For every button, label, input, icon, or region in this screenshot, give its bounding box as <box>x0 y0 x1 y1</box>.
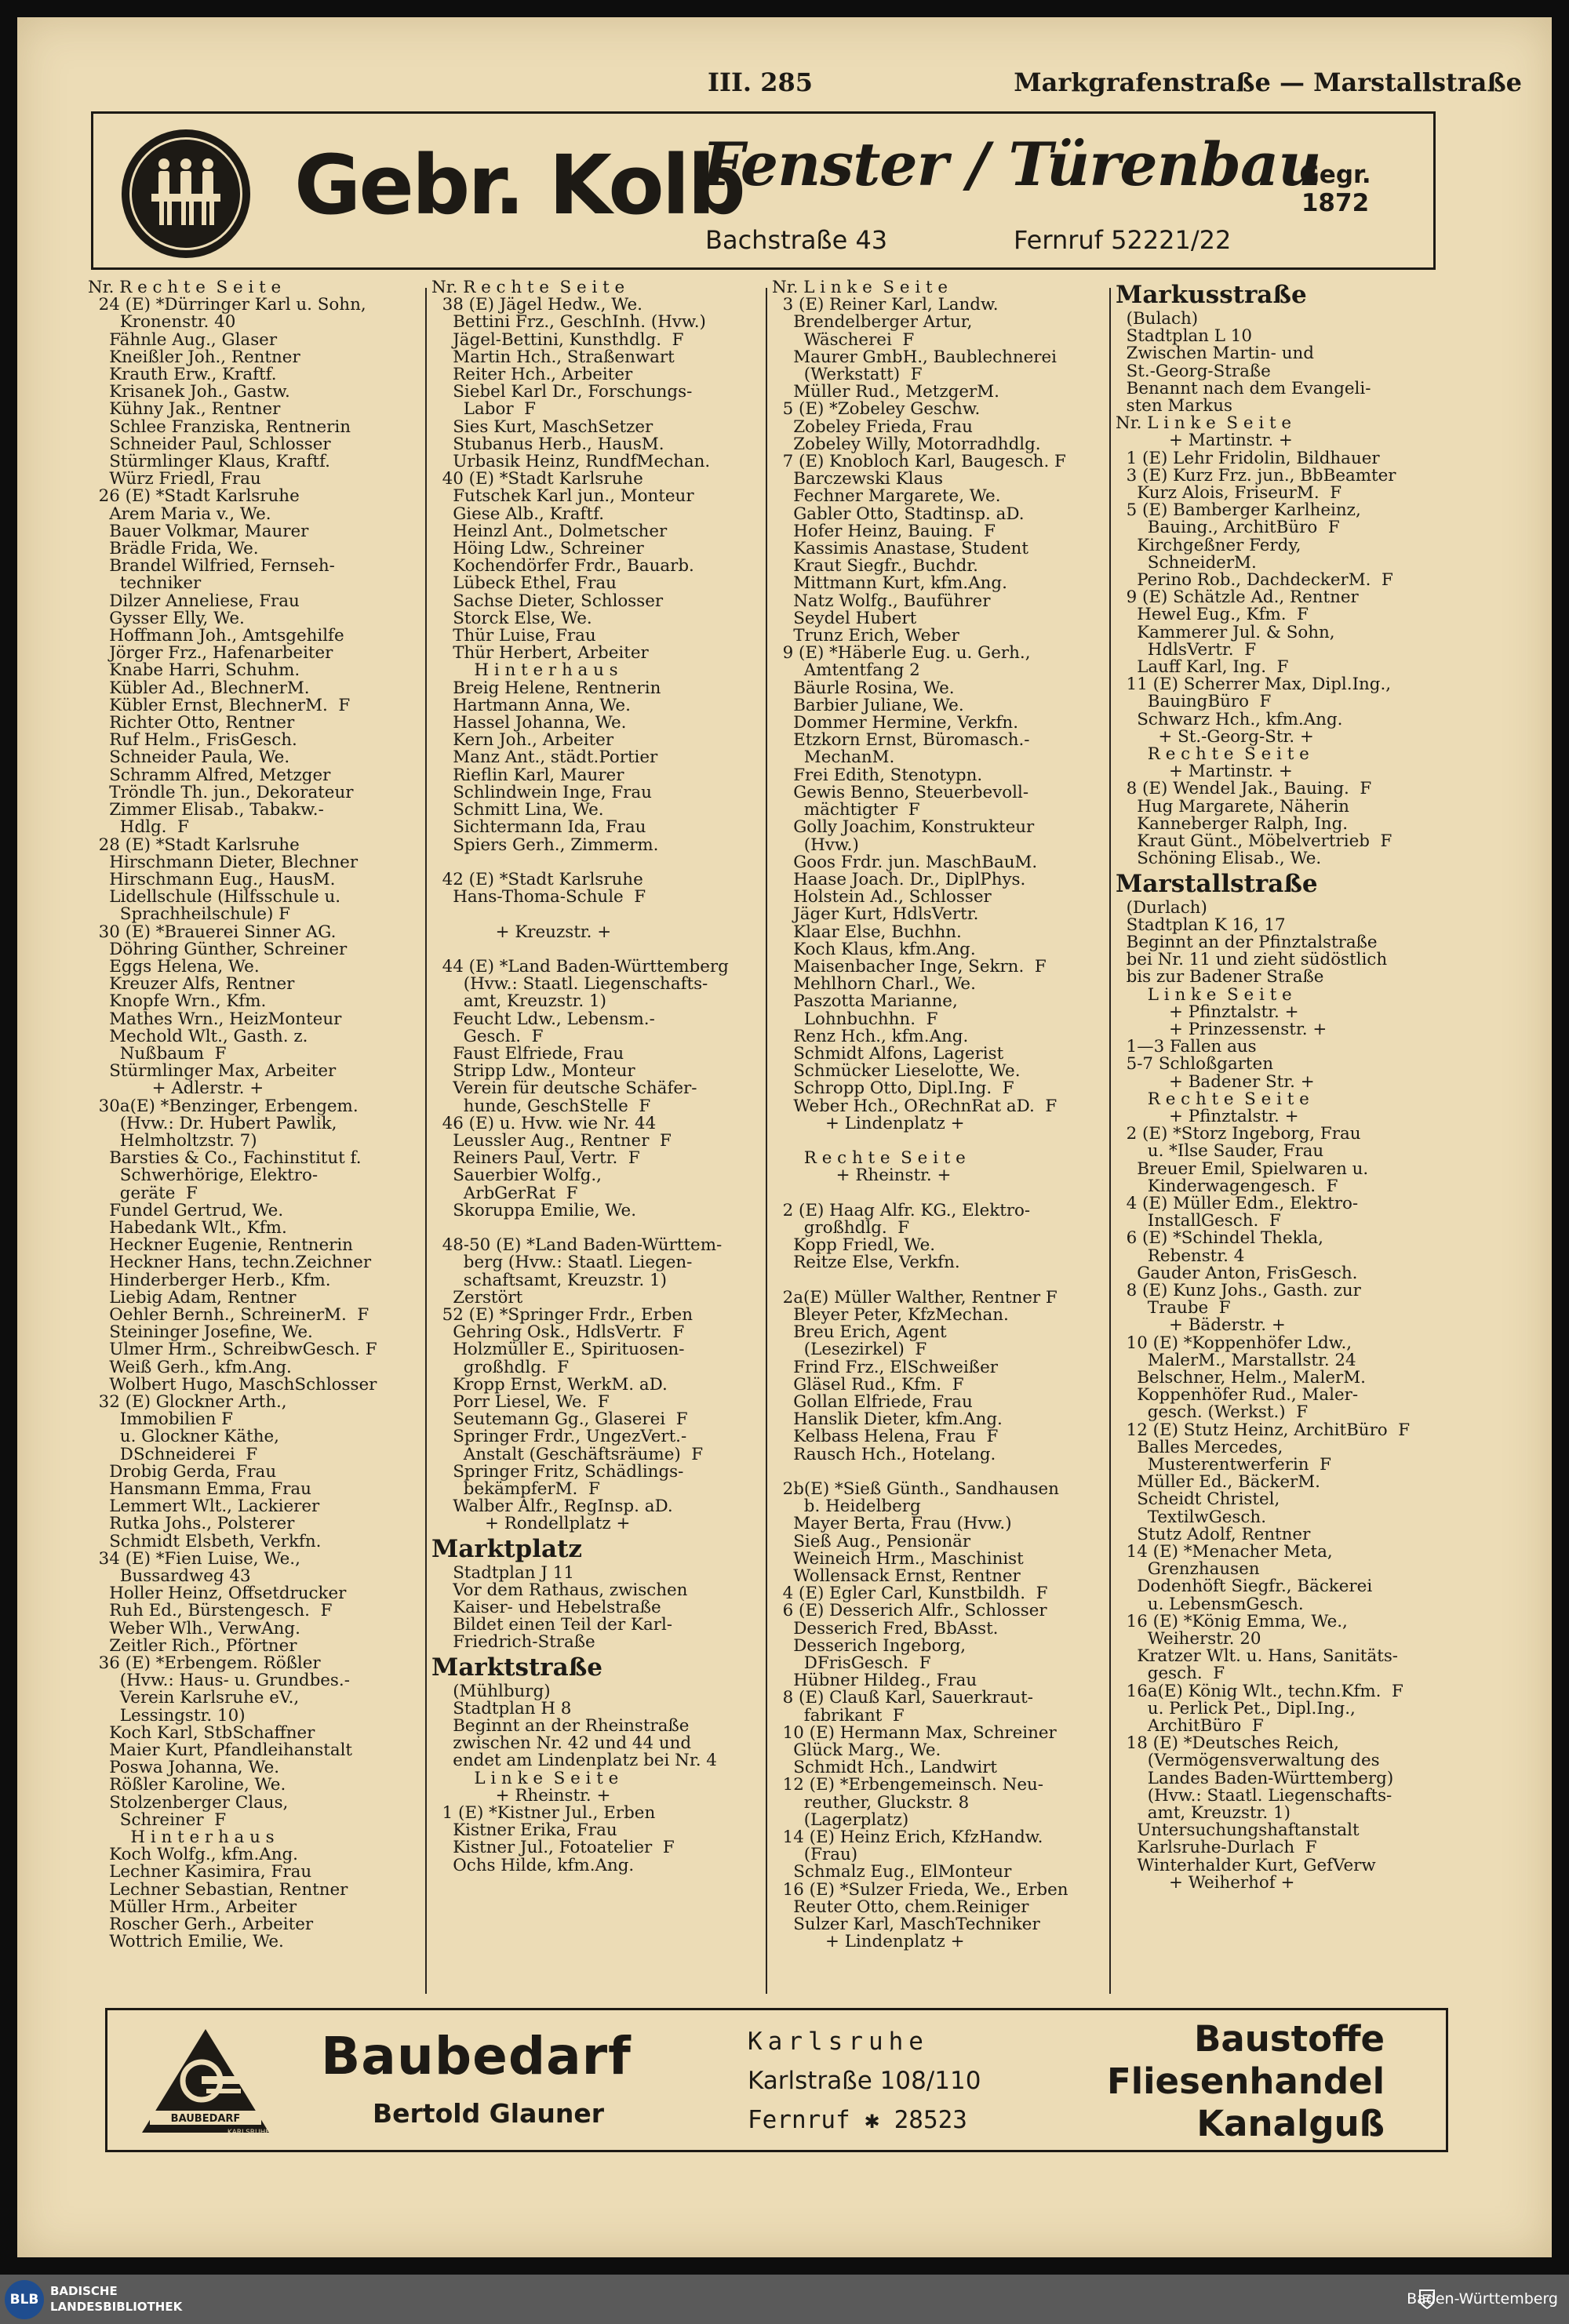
column-divider <box>1109 288 1111 1994</box>
baubedarf-city: Karlsruhe <box>748 2028 929 2056</box>
column-2 <box>431 279 729 1875</box>
kolb-slogan: Fenster / Türenbau <box>702 129 1321 199</box>
library-name-line1: BADISCHE <box>50 2284 118 2298</box>
advertisement-kolb <box>91 111 1436 270</box>
column-3-markgrafenstrasse-left: Nr. L i n k e S e i t e 3 (E) Reiner Karl, Landw. Brendelberger Artur, Wäscherei F Maurer GmbH., Baublechnerei (Werkstatt) F Müller Rud., MetzgerM. 5 (E) *Zobeley Geschw. Zobeley Frieda, Frau Zobeley Willy, Motorradhdlg. 7 (E) Knobloch Karl, Baugesch. F Barczewski Klaus Fechner Margarete, We. Gabler Otto, Stadtinsp. aD. Hofer Heinz, Bauing. F Kassimis Anastase, Student Kraut Siegfr., Buchdr. Mittmann Kurt, kfm.Ang. Natz Wolfg., Bauführer Seydel Hubert Trunz Erich, Weber 9 (E) *Häberle Eug. u. Gerh., Amtentfang 2 Bäurle Rosina, We. Barbier Juliane, We. Dommer Hermine, Verkfn. Etzkorn Ernst, Büromasch.- MechanM. Frei Edith, Stenotypn. Gewis Benno, Steuerbevoll- mächtigter F Golly Joachim, Konstrukteur (Hvw.) Goos Frdr. jun. MaschBauM. Haase Joach. Dr., DiplPhys. Holstein Ad., Schlosser Jäger Kurt, HdlsVertr. Klaar Else, Buchhn. Koch Klaus, kfm.Ang. Maisenbacher Inge, Sekrn. F Mehlhorn Charl., We. Paszotta Marianne, Lohnbuchhn. F Renz Hch., kfm.Ang. Schmidt Alfons, Lagerist Schmücker Lieselotte, We. Schropp Otto, Dipl.Ing. F Weber Hch., ORechnRat aD. F + Lindenplatz + R e c h t e S e i t e + Rheinstr. + 2 (E) Haag Alfr. KG., Elektro- großhdlg. F Kopp Friedl, We. Reitze Else, Verkfn. 2a(E) Müller Walther, Rentner F Bleyer Peter, KfzMechan. Breu Erich, Agent (Lesezirkel) F Frind Frz., ElSchweißer Gläsel Rud., Kfm. F Gollan Elfriede, Frau Hanslik Dieter, kfm.Ang. Kelbass Helena, Frau F Rausch Hch., Hotelang. 2b(E) *Sieß Günth., Sandhausen b. Heidelberg Mayer Berta, Frau (Hvw.) Sieß Aug., Pensionär Weineich Hrm., Maschinist Wollensack Ernst, Rentner 4 (E) Egler Carl, Kunstbildh. F 6 (E) Desserich Alfr., Schlosser Desserich Fred, BbAsst. Desserich Ingeborg, DFrisGesch. F Hübner Hildeg., Frau 8 (E) Clauß Karl, Sauerkraut- fabrikant F 10 (E) Hermann Max, Schreiner Glück Marg., We. Schmidt Hch., Landwirt 12 (E) *Erbengemeinsch. Neu- reuther, Gluckstr. 8 (Lagerplatz) 14 (E) Heinz Erich, KfzHandw. (Frau) Schmalz Eug., ElMonteur 16 (E) *Sulzer Frieda, We., Erben Reuter Otto, chem.Reiniger Sulzer Karl, MaschTechniker + Lindenplatz + <box>772 278 1068 1952</box>
goods-item: Fliesenhandel <box>1106 2060 1385 2102</box>
craftsmen-figures-icon <box>151 156 220 227</box>
kolb-company-name: Gebr. Kolb <box>294 137 744 233</box>
marktplatz-heading: Marktplatz <box>431 1534 582 1563</box>
column-1-markgrafenstrasse-right: Nr. R e c h t e S e i t e 24 (E) *Dürringer Karl u. Sohn, Kronenstr. 40 Fähnle Aug., Glaser Kneißler Joh., Rentner Krauth Erw., Kraftf. Krisanek Joh., Gastw. Kühny Jak., Rentner Schlee Franziska, Rentnerin Schneider Paul, Schlosser Stürmlinger Klaus, Kraftf. Würz Friedl, Frau 26 (E) *Stadt Karlsruhe Arem Maria v., We. Bauer Volkmar, Maurer Brädle Frida, We. Brandel Wilfried, Fernseh- techniker Dilzer Anneliese, Frau Gysser Elly, We. Hoffmann Joh., Amtsgehilfe Jörger Frz., Hafenarbeiter Knabe Harri, Schuhm. Kübler Ad., BlechnerM. Kübler Ernst, BlechnerM. F Richter Otto, Rentner Ruf Helm., FrisGesch. Schneider Paula, We. Schramm Alfred, Metzger Tröndle Th. jun., Dekorateur Zimmer Elisab., Tabakw.- Hdlg. F 28 (E) *Stadt Karlsruhe Hirschmann Dieter, Blechner Hirschmann Eug., HausM. Lidellschule (Hilfsschule u. Sprachheilschule) F 30 (E) *Brauerei Sinner AG. Döhring Günther, Schreiner Eggs Helena, We. Kreuzer Alfs, Rentner Knopfe Wrn., Kfm. Mathes Wrn., HeizMonteur Mechold Wlt., Gasth. z. Nußbaum F Stürmlinger Max, Arbeiter + Adlerstr. + 30a(E) *Benzinger, Erbengem. (Hvw.: Dr. Hubert Pawlik, Helmholtzstr. 7) Barsties & Co., Fachinstitut f. Schwerhörige, Elektro- geräte F Fundel Gertrud, We. Habedank Wlt., Kfm. Heckner Eugenie, Rentnerin Heckner Hans, techn.Zeichner Hinderberger Herb., Kfm. Liebig Adam, Rentner Oehler Bernh., SchreinerM. F Steininger Josefine, We. Ulmer Hrm., SchreibwGesch. F Weiß Gerh., kfm.Ang. Wolbert Hugo, MaschSchlosser 32 (E) Glockner Arth., Immobilien F u. Glockner Käthe, DSchneiderei F Drobig Gerda, Frau Hansmann Emma, Frau Lemmert Wlt., Lackierer Rutka Johs., Polsterer Schmidt Elsbeth, Verkfn. 34 (E) *Fien Luise, We., Bussardweg 43 Holler Heinz, Offsetdrucker Ruh Ed., Bürstengesch. F Weber Wlh., VerwAng. Zeitler Rich., Pförtner 36 (E) *Erbengem. Rößler (Hvw.: Haus- u. Grundbes.- Verein Karlsruhe eV., Lessingstr. 10) Koch Karl, StbSchaffner Maier Kurt, Pfandleihanstalt Poswa Johanna, We. Rößler Karoline, We. Stolzenberger Claus, Schreiner F H i n t e r h a u s Koch Wolfg., kfm.Ang. Lechner Kasimira, Frau Lechner Sebastian, Rentner Müller Hrm., Arbeiter Roscher Gerh., Arbeiter Wottrich Emilie, We. <box>88 278 377 1952</box>
kolb-founded <box>1292 161 1378 217</box>
streets-range-header: Markgrafenstraße — Marstallstraße <box>1014 67 1522 97</box>
marktplatz-info: Stadtplan J 11 Vor dem Rathaus, zwischen Kaiser- und Hebelstraße Bildet einen Teil der Karl- Friedrich-Straße <box>453 1562 688 1653</box>
address-book-page <box>17 17 1552 2257</box>
marstallstrasse-entries: (Durlach) Stadtplan K 16, 17 Beginnt an der Pfinztalstraße bei Nr. 11 und zieht südöstlich bis zur Badener Straße L i n k e S e i t e + Pfinztalstr. + + Prinzessenstr. + 1—3 Fallen aus 5-7 Schloßgarten + Badener Str. + R e c h t e S e i t e + Pfinztalstr. + 2 (E) *Storz Ingeborg, Frau u. *Ilse Sauder, Frau Breuer Emil, Spielwaren u. Kinderwagengesch. F 4 (E) Müller Edm., Elektro- InstallGesch. F 6 (E) *Schindel Thekla, Rebenstr. 4 Gauder Anton, FrisGesch. 8 (E) Kunz Johs., Gasth. zur Traube F + Bäderstr. + 10 (E) *Koppenhöfer Ldw., MalerM., Marstallstr. 24 Belschner, Helm., MalerM. Koppenhöfer Rud., Maler- gesch. (Werkst.) F 12 (E) Stutz Heinz, ArchitBüro F Balles Mercedes, Musterentwerferin F Müller Ed., BäckerM. Scheidt Christel, TextilwGesch. Stutz Adolf, Rentner 14 (E) *Menacher Meta, Grenzhausen Dodenhöft Siegfr., Bäckerei u. LebensmGesch. 16 (E) *König Emma, We., Weiherstr. 20 Kratzer Wlt. u. Hans, Sanitäts- gesch. F 16a(E) König Wlt., techn.Kfm. F u. Perlick Pet., Dipl.Ing., ArchitBüro F 18 (E) *Deutsches Reich, (Vermögensverwaltung des Landes Baden-Württemberg) (Hvw.: Staatl. Liegenschafts- amt, Kreuzstr. 1) Untersuchungshaftanstalt Karlsruhe-Durlach F Winterhalder Kurt, GefVerw + Weiherhof + <box>1126 897 1411 1893</box>
column-divider <box>766 288 767 1994</box>
goods-item: Kanalguß <box>1196 2103 1385 2144</box>
founded-label: Gegr. <box>1299 161 1371 189</box>
kolb-logo-icon <box>122 129 250 258</box>
baubedarf-logo-icon <box>139 2026 272 2136</box>
library-name[interactable] <box>50 2283 182 2315</box>
logo-subtext: KARLSRUHE <box>227 2129 271 2136</box>
baubedarf-goods <box>1107 2018 1385 2145</box>
kolb-phone: Fernruf 52221/22 <box>1014 225 1232 255</box>
markusstrasse-entries: (Bulach) Stadtplan L 10 Zwischen Martin- und St.-Georg-Straße Benannt nach dem Evangeli- sten Markus Nr. L i n k e S e i t e + Martinstr. + 1 (E) Lehr Fridolin, Bildhauer 3 (E) Kurz Frz. jun., BbBeamter Kurz Alois, FriseurM. F 5 (E) Bamberger Karlheinz, Bauing., ArchitBüro F Kirchgeßner Ferdy, SchneiderM. Perino Rob., DachdeckerM. F 9 (E) Schätzle Ad., Rentner Hewel Eug., Kfm. F Kammerer Jul. & Sohn, HdlsVertr. F Lauff Karl, Ing. F 11 (E) Scherrer Max, Dipl.Ing., BauingBüro F Schwarz Hch., kfm.Ang. + St.-Georg-Str. + R e c h t e S e i t e + Martinstr. + 8 (E) Wendel Jak., Bauing. F Hug Margarete, Näherin Kanneberger Ralph, Ing. Kraut Günt., Möbelvertrieb F Schöning Elisab., We. <box>1116 309 1396 869</box>
state-label[interactable]: Baden-Württemberg <box>1407 2290 1558 2308</box>
baubedarf-phone: Fernruf ✱ 28523 <box>748 2106 967 2134</box>
column-divider <box>425 288 427 1994</box>
viewer-footer <box>0 2275 1569 2324</box>
markusstrasse-heading: Markusstraße <box>1116 281 1307 309</box>
column-4 <box>1116 279 1410 1892</box>
baubedarf-owner: Bertold Glauner <box>373 2098 604 2129</box>
goods-item: Baustoffe <box>1194 2018 1385 2060</box>
baubedarf-company-name: Baubedarf <box>321 2026 632 2086</box>
logo-text: BAUBEDARF <box>170 2113 241 2125</box>
blb-logo-icon[interactable]: BLB <box>5 2280 44 2319</box>
baubedarf-address: Karlstraße 108/110 <box>748 2067 981 2095</box>
kolb-address: Bachstraße 43 <box>705 225 888 255</box>
advertisement-baubedarf <box>105 2008 1448 2152</box>
page-number: III. 285 <box>708 67 813 97</box>
marstallstrasse-heading: Marstallstraße <box>1116 869 1318 898</box>
marktstrasse-entries: (Mühlburg) Stadtplan H 8 Beginnt an der Rheinstraße zwischen Nr. 42 und 44 und endet am Lindenplatz bei Nr. 4 L i n k e S e i t e + Rheinstr. + 1 (E) *Kistner Jul., Erben Kistner Erika, Frau Kistner Jul., Fotoatelier F Ochs Hilde, kfm.Ang. <box>442 1681 717 1875</box>
marktstrasse-heading: Marktstraße <box>431 1653 602 1682</box>
founded-year: 1872 <box>1301 189 1370 217</box>
library-name-line2: LANDESBIBLIOTHEK <box>50 2300 183 2314</box>
column-2-entries: Nr. R e c h t e S e i t e 38 (E) Jägel Hedw., We. Bettini Frz., GeschInh. (Hvw.) Jägel-Bettini, Kunsthdlg. F Martin Hch., Straßenwart Reiter Hch., Arbeiter Siebel Karl Dr., Forschungs- Labor F Sies Kurt, MaschSetzer Stubanus Herb., HausM. Urbasik Heinz, RundfMechan. 40 (E) *Stadt Karlsruhe Futschek Karl jun., Monteur Giese Alb., Kraftf. Heinzl Ant., Dolmetscher Höing Ldw., Schreiner Kochendörfer Frdr., Bauarb. Lübeck Ethel, Frau Sachse Dieter, Schlosser Storck Else, We. Thür Luise, Frau Thür Herbert, Arbeiter H i n t e r h a u s Breig Helene, Rentnerin Hartmann Anna, We. Hassel Johanna, We. Kern Joh., Arbeiter Manz Ant., städt.Portier Rieflin Karl, Maurer Schlindwein Inge, Frau Schmitt Lina, We. Sichtermann Ida, Frau Spiers Gerh., Zimmerm. 42 (E) *Stadt Karlsruhe Hans-Thoma-Schule F + Kreuzstr. + 44 (E) *Land Baden-Württemberg (Hvw.: Staatl. Liegenschafts- amt, Kreuzstr. 1) Feucht Ldw., Lebensm.- Gesch. F Faust Elfriede, Frau Stripp Ldw., Monteur Verein für deutsche Schäfer- hunde, GeschStelle F 46 (E) u. Hvw. wie Nr. 44 Leussler Aug., Rentner F Reiners Paul, Vertr. F Sauerbier Wolfg., ArbGerRat F Skoruppa Emilie, We. 48-50 (E) *Land Baden-Württem- berg (Hvw.: Staatl. Liegen- schaftsamt, Kreuzstr. 1) Zerstört 52 (E) *Springer Frdr., Erben Gehring Osk., HdlsVertr. F Holzmüller E., Spirituosen- großhdlg. F Kropp Ernst, WerkM. aD. Porr Liesel, We. F Seutemann Gg., Glaserei F Springer Frdr., UngezVert.- Anstalt (Geschäftsräume) F Springer Fritz, Schädlings- bekämpferM. F Walber Alfr., RegInsp. aD. + Rondellplatz + <box>431 278 729 1534</box>
